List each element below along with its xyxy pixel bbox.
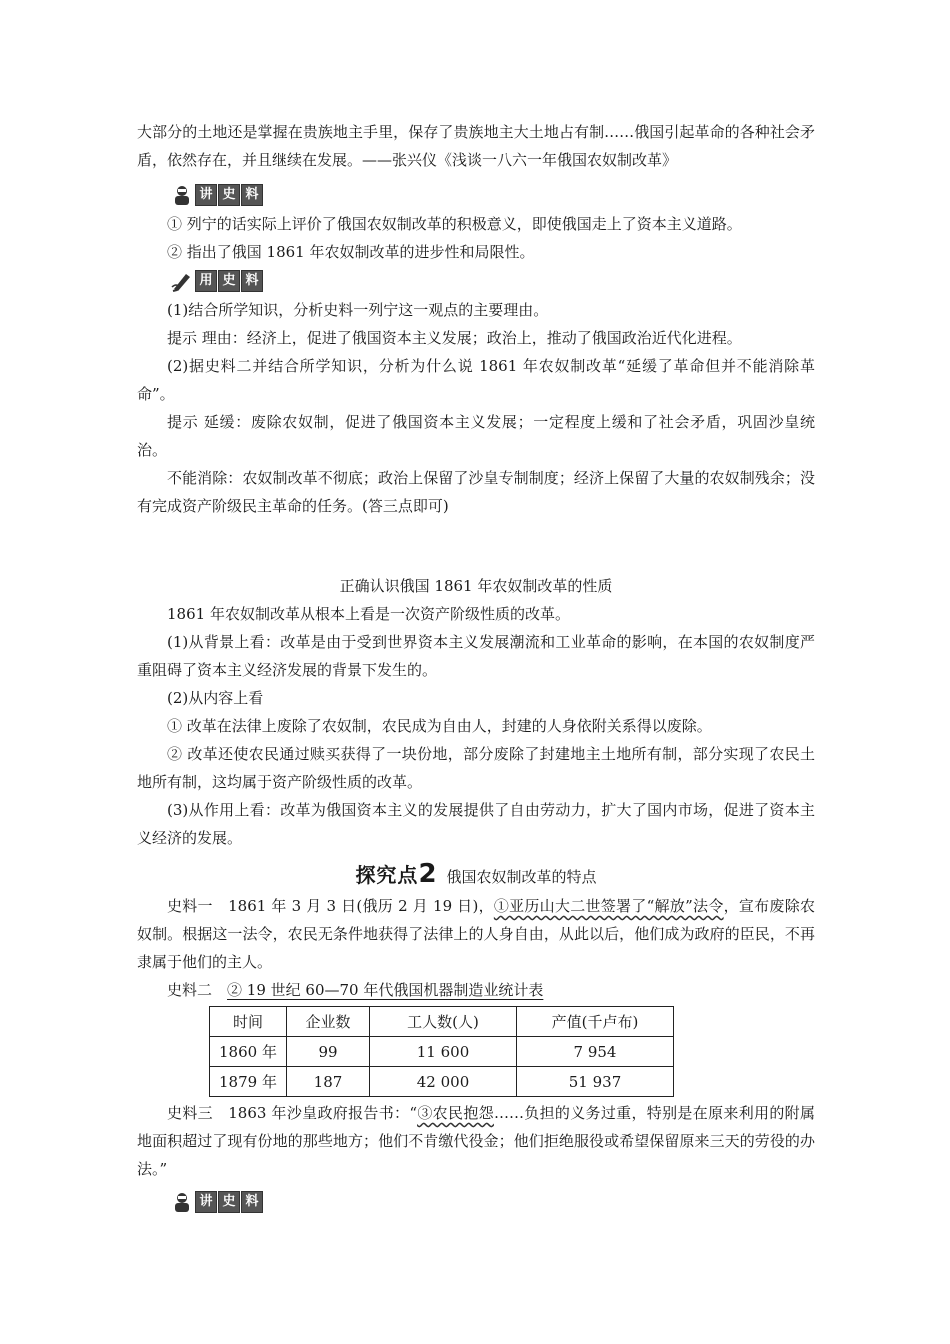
question-2: (2)据史料二并结合所学知识，分析为什么说 1861 年农奴制改革“延缓了革命但并不能消除革命”。 bbox=[137, 357, 815, 403]
explain-point: ① 列宁的话实际上评价了俄国农奴制改革的积极意义，即使俄国走上了资本主义道路。 bbox=[167, 215, 742, 233]
badge-char: 讲 bbox=[195, 184, 217, 206]
table-cell: 99 bbox=[287, 1037, 370, 1067]
table-cell: 187 bbox=[287, 1067, 370, 1097]
question-1: (1)结合所学知识，分析史料一列宁这一观点的主要理由。 bbox=[167, 301, 549, 319]
source-1-rest: ，宣布废除农奴制。根据这一法令，农民无条件地获得了法律上的人身自由，从此以后，他们成为政府的臣民，不再隶属于他们的主人。 bbox=[137, 897, 815, 971]
nature-paragraph: ② 改革还使农民通过赎买获得了一块份地，部分废除了封建地主土地所有制，部分实现了农民土地所有制，这均属于资产阶级性质的改革。 bbox=[137, 745, 815, 791]
table-header: 工人数(人) bbox=[370, 1007, 517, 1037]
nature-paragraph: (3)从作用上看：改革为俄国资本主义的发展提供了自由劳动力，扩大了国内市场，促进了资本主义经济的发展。 bbox=[137, 801, 815, 847]
source-2 bbox=[137, 976, 815, 1004]
table-cell: 1860 年 bbox=[210, 1037, 287, 1067]
document-page bbox=[137, 118, 815, 1217]
explain-point: ② 指出了俄国 1861 年农奴制改革的进步性和局限性。 bbox=[167, 243, 535, 261]
table-row bbox=[210, 1037, 674, 1067]
section-label: 探究点 bbox=[355, 863, 419, 887]
nature-paragraph: (1)从背景上看：改革是由于受到世界资本主义发展潮流和工业革命的影响，在本国的农奴制度严重阻碍了资本主义经济发展的背景下发生的。 bbox=[137, 633, 815, 679]
pen-writing-icon bbox=[171, 270, 193, 292]
section-number: 2 bbox=[418, 859, 437, 889]
badge-char: 用 bbox=[195, 270, 217, 292]
nature-paragraph: 1861 年农奴制改革从根本上看是一次资产阶级性质的改革。 bbox=[167, 605, 570, 623]
table-header-row bbox=[210, 1007, 674, 1037]
nature-paragraph: ① 改革在法律上废除了农奴制，农民成为自由人，封建的人身依附关系得以废除。 bbox=[167, 717, 712, 735]
source-1-lead: 史料一 1861 年 3 月 3 日(俄历 2 月 19 日)， bbox=[167, 897, 494, 915]
table-cell: 51 937 bbox=[517, 1067, 674, 1097]
hint-1: 提示 理由：经济上，促进了俄国资本主义发展；政治上，推动了俄国政治近代化进程。 bbox=[167, 329, 742, 347]
badge-char: 史 bbox=[218, 184, 240, 206]
source-3-rest: ……负担的义务过重，特别是在原来利用的附属地面积超过了现有份地的那些地方；他们不肯缴代役金；他们拒绝服役或希望保留原来三天的劳役的办法。” bbox=[137, 1104, 815, 1178]
source-2-title: ② 19 世纪 60—70 年代俄国机器制造业统计表 bbox=[227, 981, 544, 999]
source-3-lead: 史料三 1863 年沙皇政府报告书：“ bbox=[167, 1104, 418, 1122]
table-header: 产值(千卢布) bbox=[517, 1007, 674, 1037]
source-1 bbox=[137, 892, 815, 976]
nature-title: 正确认识俄国 1861 年农奴制改革的性质 bbox=[339, 577, 613, 595]
badge-char: 料 bbox=[241, 1191, 263, 1213]
badge-char: 料 bbox=[241, 184, 263, 206]
nature-paragraph: (2)从内容上看 bbox=[167, 689, 264, 707]
section-heading bbox=[137, 856, 815, 892]
table-cell: 42 000 bbox=[370, 1067, 517, 1097]
hint-2: 提示 延缓：废除农奴制，促进了俄国资本主义发展；一定程度上缓和了社会矛盾，巩固沙皇统治。 bbox=[137, 413, 815, 459]
source-3 bbox=[137, 1099, 815, 1183]
table-cell: 1879 年 bbox=[210, 1067, 287, 1097]
hint-2-continued: 不能消除：农奴制改革不彻底；政治上保留了沙皇专制制度；经济上保留了大量的农奴制残余；没有完成资产阶级民主革命的任务。(答三点即可) bbox=[137, 469, 815, 515]
table-row bbox=[210, 1067, 674, 1097]
table-header: 时间 bbox=[210, 1007, 287, 1037]
explain-source-badge bbox=[171, 180, 815, 210]
intro-paragraph: 大部分的土地还是掌握在贵族地主手里，保存了贵族地主大土地占有制……俄国引起革命的各种社会矛盾，依然存在，并且继续在发展。——张兴仪《浅谈一八六一年俄国农奴制改革》 bbox=[137, 123, 815, 169]
source-1-marked: ①亚历山大二世签署了“解放”法令 bbox=[493, 897, 724, 915]
badge-char: 讲 bbox=[195, 1191, 217, 1213]
badge-char: 史 bbox=[218, 270, 240, 292]
teacher-icon bbox=[171, 184, 193, 206]
use-source-badge bbox=[171, 266, 815, 296]
source-3-marked: ③农民抱怨 bbox=[417, 1104, 494, 1122]
machinery-stats-table bbox=[209, 1006, 674, 1097]
teacher-icon bbox=[171, 1191, 193, 1213]
section-title: 俄国农奴制改革的特点 bbox=[446, 868, 597, 886]
badge-char: 料 bbox=[241, 270, 263, 292]
source-2-lead: 史料二 bbox=[167, 981, 228, 999]
badge-char: 史 bbox=[218, 1191, 240, 1213]
table-cell: 11 600 bbox=[370, 1037, 517, 1067]
table-cell: 7 954 bbox=[517, 1037, 674, 1067]
explain-source-badge-2 bbox=[171, 1187, 815, 1217]
table-header: 企业数 bbox=[287, 1007, 370, 1037]
